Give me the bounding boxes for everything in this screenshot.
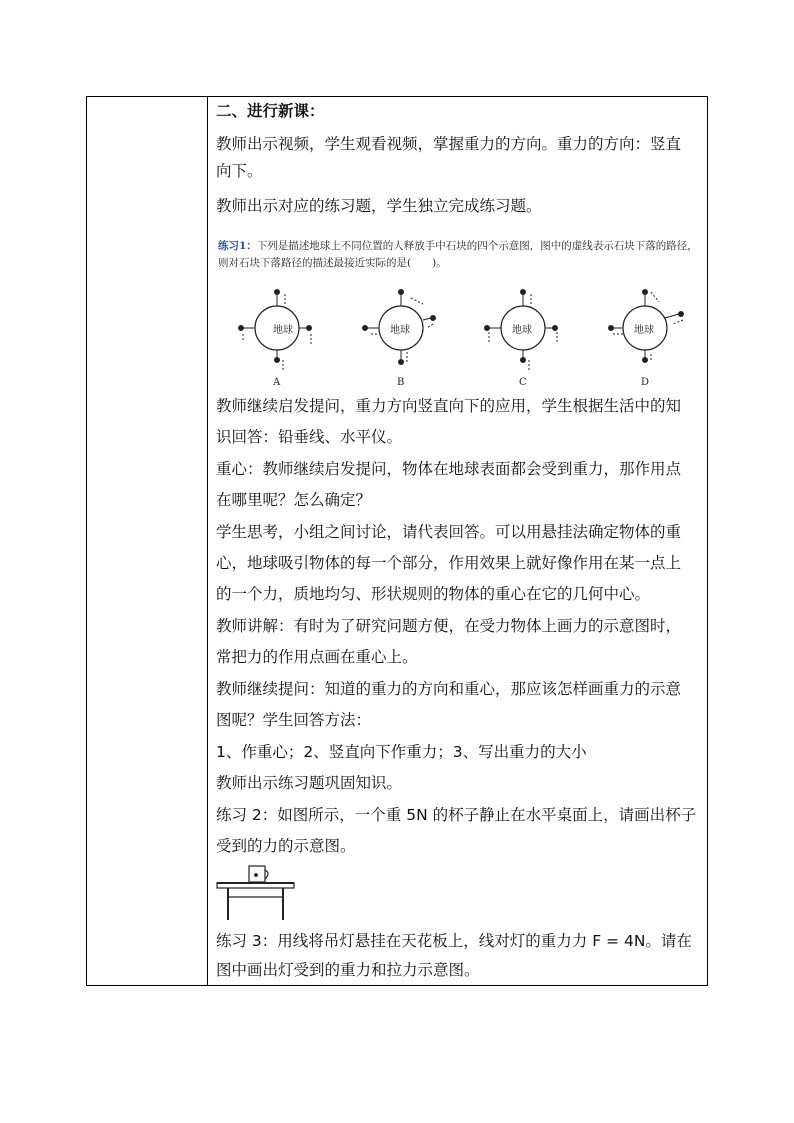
section-title: 二、进行新课： [216,102,325,120]
exercise1-tag: 练习1： [218,240,257,252]
option-label-c: C [519,377,527,388]
exercise1-line1: 下列是描述地球上不同位置的人释放手中石块的四个示意图，图中的虚线表示石块下落的路径， [256,240,698,252]
paragraph: 识回答：铅垂线、水平仪。 [216,428,403,446]
paragraph: 教师出示对应的练习题，学生独立完成练习题。 [216,197,542,215]
paragraph: 受到的力的示意图。 [216,837,356,855]
earth-diagrams [216,283,706,393]
column-divider [207,97,208,985]
exercise1-figure [216,239,706,389]
paragraph: 教师继续提问：知道的重力的方向和重心，那应该怎样画重力的示意 [216,680,682,698]
paragraph: 学生思考，小组之间讨论，请代表回答。可以用悬挂法确定物体的重 [216,523,682,541]
earth-label: 地球 [634,325,654,336]
paragraph: 1、作重心；2、竖直向下作重力；3、写出重力的大小 [216,743,587,761]
paragraph: 心，地球吸引物体的每一个部分，作用效果上就好像作用在某一点上 [216,554,682,572]
paragraph: 向下。 [216,162,263,180]
exercise1-line2: 则对石块下落路径的描述最接近实际的是( )。 [218,257,447,269]
paragraph: 练习 2：如图所示，一个重 5N 的杯子静止在水平桌面上，请画出杯子 [216,806,697,824]
option-label-a: A [273,377,281,388]
paragraph: 图呢？学生回答方法： [216,711,372,729]
paragraph: 图中画出灯受到的重力和拉力示意图。 [216,961,480,979]
exercise1-question [218,239,698,254]
paragraph: 重心：教师继续启发提问，物体在地球表面都会受到重力，那作用点 [216,460,682,478]
paragraph: 练习 3：用线将吊灯悬挂在天花板上，线对灯的重力力 F = 4N。请在 [216,932,692,950]
paragraph: 教师出示练习题巩固知识。 [216,774,403,792]
paragraph: 教师继续启发提问，重力方向竖直向下的应用，学生根据生活中的知 [216,397,682,415]
paragraph: 教师出示视频，学生观看视频，掌握重力的方向。重力的方向：竖直 [216,135,682,153]
earth-label: 地球 [512,325,532,336]
paragraph: 的一个力，质地均匀、形状规则的物体的重心在它的几何中心。 [216,585,651,603]
paragraph: 教师讲解：有时为了研究问题方便，在受力物体上画力的示意图时， [216,617,682,635]
paragraph: 在哪里呢？怎么确定？ [216,491,372,509]
paragraph: 常把力的作用点画在重心上。 [216,648,418,666]
option-label-d: D [641,377,650,388]
cup-on-table-figure [216,863,298,923]
earth-label: 地球 [390,325,410,336]
earth-label: 地球 [273,325,293,336]
option-label-b: B [397,377,405,388]
lesson-table [86,96,708,986]
